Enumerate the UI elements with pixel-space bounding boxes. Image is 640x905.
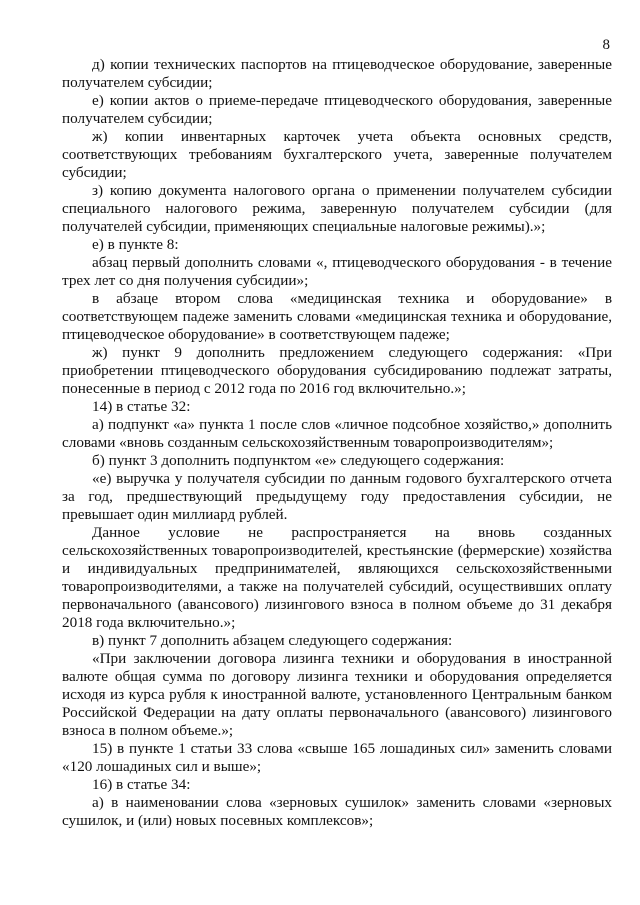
paragraph-zh-inventory-cards: ж) копии инвентарных карточек учета объекта основных средств, соответствующих требованиям бухгалтерского учета, заверенные получателем субсидии; xyxy=(62,128,612,181)
paragraph-item-9: ж) пункт 9 дополнить предложением следующего содержания: «При приобретении птицеводческого оборудования субсидированию подлежат затраты, понесенные в период с 2012 года по 2016 год включительно.»; xyxy=(62,344,612,397)
paragraph-foreign-currency-leasing: «При заключении договора лизинга техники и оборудования в иностранной валюте общая сумма по договору лизинга техники и оборудования определяется исходя из курса рубля к иностранной валюте, установленного Центральным банком Российской Федерации на дату оплаты первоначального (авансового) лизингового взноса в полном объеме.»; xyxy=(62,650,612,739)
paragraph-article-32-heading: 14) в статье 32: xyxy=(92,398,191,415)
paragraph-d-copies-passports: д) копии технических паспортов на птицеводческое оборудование, заверенные получателем субсидии; xyxy=(62,56,612,91)
paragraph-subitem-v: в) пункт 7 дополнить абзацем следующего содержания: xyxy=(92,632,453,649)
paragraph-second-abzac: в абзаце втором слова «медицинская техника и оборудование» в соответствующем падеже заменить словами «медицинская техника и оборудование, птицеводческое оборудование» в соответствующем падеже; xyxy=(62,290,612,343)
paragraph-e-copies-acts: е) копии актов о приеме-передаче птицеводческого оборудования, заверенные получателем субсидии; xyxy=(62,92,612,127)
paragraph-z-tax-document: з) копию документа налогового органа о применении получателем субсидии специального налогового режима, заверенную получателем субсидии (для получателей субсидии, применяющих специальные налоговые режимы).»; xyxy=(62,182,612,235)
document-body xyxy=(62,56,612,830)
paragraph-article-33: 15) в пункте 1 статьи 33 слова «свыше 165 лошадиных сил» заменить словами «120 лошадиных сил и выше»; xyxy=(62,740,612,775)
paragraph-first-abzac: абзац первый дополнить словами «, птицеводческого оборудования - в течение трех лет со дня получения субсидии»; xyxy=(62,254,612,289)
paragraph-article-34-heading: 16) в статье 34: xyxy=(92,776,191,793)
paragraph-subitem-b: б) пункт 3 дополнить подпунктом «е» следующего содержания: xyxy=(92,452,505,469)
paragraph-condition-exception: Данное условие не распространяется на вновь созданных сельскохозяйственных товаропроизводителей, крестьянские (фермерские) хозяйства и индивидуальных предпринимателей, являющихся сельскохозяйственными товаропроизводителями, а также на получателей субсидий, осуществивших оплату первоначального (авансового) лизингового взноса в полном объеме до 31 декабря 2018 года включительно.»; xyxy=(62,524,612,631)
paragraph-item-8-heading: е) в пункте 8: xyxy=(92,236,179,253)
paragraph-revenue-condition: «е) выручка у получателя субсидии по данным годового бухгалтерского отчета за год, предшествующий предыдущему году предоставления субсидии, не превышает один миллиард рублей. xyxy=(62,470,612,523)
page-number: 8 xyxy=(602,37,610,53)
paragraph-subitem-a: а) подпункт «а» пункта 1 после слов «личное подсобное хозяйство,» дополнить словами «вновь созданным сельскохозяйственным товаропроизводителям»; xyxy=(62,416,612,451)
paragraph-article-34-a: а) в наименовании слова «зерновых сушилок» заменить словами «зерновых сушилок, и (или) новых посевных комплексов»; xyxy=(62,794,612,829)
